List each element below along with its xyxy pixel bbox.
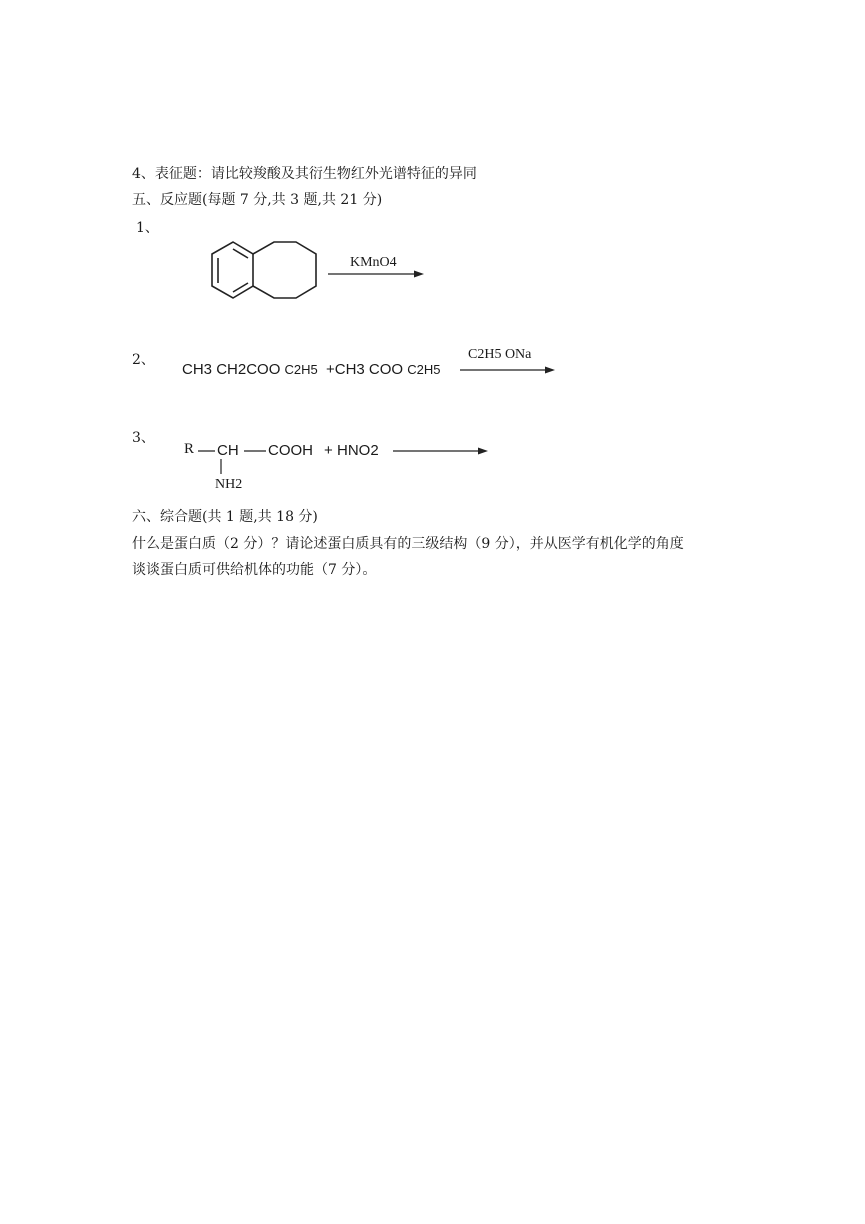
question-6-line-2: 谈谈蛋白质可供给机体的功能（7 分）。 [132,562,377,578]
reaction-3-number: 3、 [132,430,155,446]
hno2-reagent: HNO2 [337,442,379,459]
reaction-3-bonds [0,0,865,500]
ch3-group: CH3 [182,361,213,378]
reaction-1-number: 1、 [136,220,159,236]
question-4: 4、表征题：请比较羧酸及其衍生物红外光谱特征的异同 [132,166,477,182]
r-group: R [184,441,195,457]
plus-sign: + [324,442,333,459]
c2h5-group: C2H5 [407,362,441,377]
question-6-line-1: 什么是蛋白质（2 分）？请论述蛋白质具有的三级结构（9 分），并从医学有机化学的角度 [132,536,684,552]
section-6-heading: 六、综合题(共 1 题,共 18 分) [132,509,318,525]
section-5-heading: 五、反应题(每题 7 分,共 3 题,共 21 分) [132,192,383,208]
nh2-group: NH2 [215,477,243,492]
reaction-1-reagent: KMnO4 [350,255,397,270]
cooh-group: COOH [268,442,313,459]
reaction-2-reagent: C2H5 ONa [468,347,532,362]
ch3-group: CH3 [334,361,365,378]
c2h5-group: C2H5 [284,362,318,377]
plus-sign: + [325,361,335,378]
reaction-2-number: 2、 [132,352,155,368]
coo-group: COO [368,361,404,378]
ch2-group: CH2 [216,361,247,378]
ch-group: CH [217,442,239,459]
coo-group: COO [246,361,281,378]
